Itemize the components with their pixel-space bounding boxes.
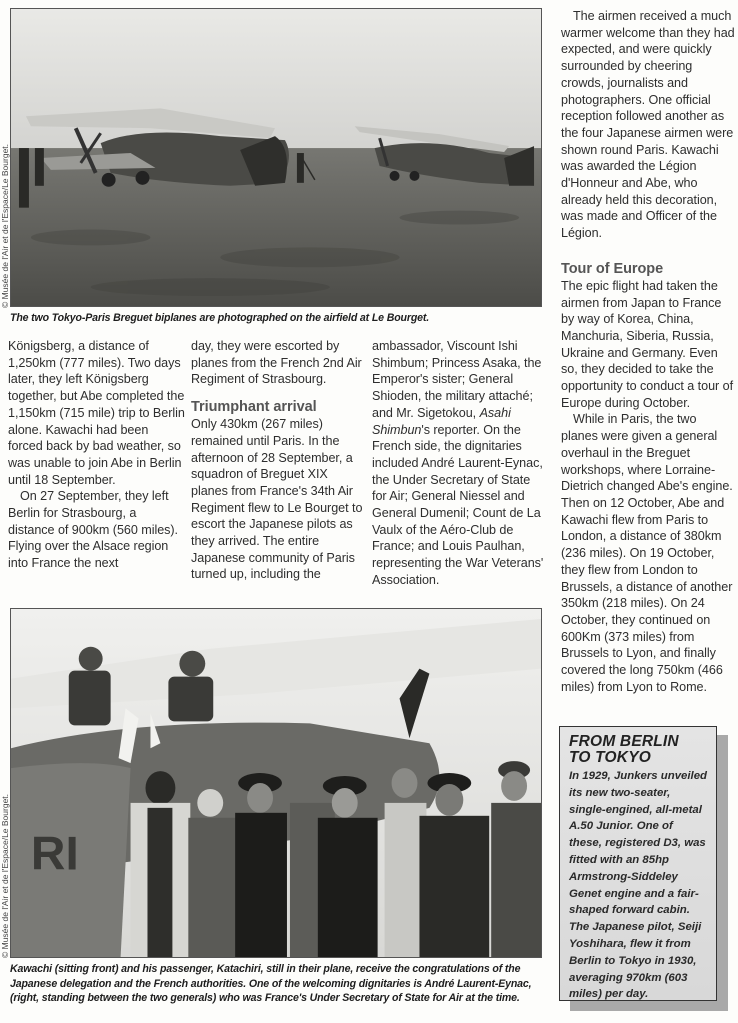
fuselage-lettering: RI [30,827,79,881]
paragraph: day, they were escorted by planes from the French 2nd Air Regiment of Strasbourg. [191,339,362,387]
sidebar-title [569,734,708,766]
photo-welcome-delegation [10,608,542,958]
photo-caption: The two Tokyo-Paris Breguet biplanes are photographed on the airfield at Le Bourget. [10,312,430,324]
paragraph: On 27 September, they left Berlin for Strasbourg, a distance of 900km (560 miles). Flying over the Alsace region into France the next [8,489,178,571]
paragraph: Königsberg, a distance of 1,250km (777 miles). Two days later, they left Königsberg together, but Abe completed the 1,150km (715 mile) trip to Berlin alone. Kawachi had been forced back by bad weather, so was unable to join Abe in Berlin until 18 September. [8,339,185,487]
paragraph [372,338,548,589]
biplanes-photo-image [11,9,541,306]
paragraph: The airmen received a much warmer welcome than they had expected, and were quickly surrounded by cheering crowds, journalists and photographers. One official reception followed another as the four Japanese airmen were shown round Paris. Kawachi was awarded the Légion d'Honneur and Abe, who already held this decoration, was made and Officer of the Légion. [561,9,735,241]
delegation-photo-image [11,609,541,957]
photo-caption: Kawachi (sitting front) and his passenger, Katachiri, still in their plane, receive the congratulations of the Japanese delegation and the French authorities. One of the welcoming dignitaries is André Laurent-Eynac, (right, standing between the two generals) who was France's Under Secretary of State for Air at the time. [10,963,532,1004]
article-column-1 [8,338,186,572]
paragraph: The epic flight had taken the airmen from Japan to France by way of Korea, China, Manchuria, Siberia, Russia, Ukraine and Germany. Even so, they decided to take the opportunity to conduct a tour of Europe during October. [561,278,734,410]
photo-biplanes-le-bourget [10,8,542,307]
photo-credit: © Musée de l'Air et de l'Espace/Le Bourget. [0,143,10,308]
section-heading: Triumphant arrival [191,399,317,416]
publication-name: Asahi Shimbun [372,405,511,437]
article-column-3 [372,338,548,589]
text-run: 's reporter. On the French side, the dignitaries included André Laurent-Eynac, the Under Secretary of State for Air; General Niessel and General Dumenil; Count de La Vaulx of the Aéro-Club de France; and Louis Paulhan, representing the War Veterans' Association. [372,422,544,587]
photo-credit: © Musée de l'Air et de l'Espace/Le Bourget. [0,793,10,958]
sidebar-body: In 1929, Junkers unveiled its new two-seater, single-engined, all-metal A.50 Junior. One of these, registered D3, was fitted with an 85hp Armstrong-Siddeley Genet engine and a fair-shaped forward cabin. The Japanese pilot, Seiji Yoshihara, flew it from Berlin to Tokyo in 1930, averaging 970km (603 miles) per day. [569,770,708,1001]
sidebar-box-from-berlin-to-tokyo [559,726,717,1001]
paragraph: Only 430km (267 miles) remained until Paris. In the afternoon of 28 September, a squadron of Breguet XIX planes from France's 34th Air Regiment flew to Le Bourget to escort the Japanese pilots as they arrived. The entire Japanese community of Paris turned up, including the [191,417,363,582]
sidebar-title-line1: FROM BERLIN [569,733,679,750]
article-column-2 [191,338,367,583]
text-run: ambassador, Viscount Ishi Shimbum; Princess Asaka, the Emperor's sister; General Shioden, the military attaché; and Mr. Sigetokou, [372,339,542,420]
sidebar-title-line2: TO TOKYO [569,749,651,766]
section-heading: Tour of Europe [561,260,664,277]
article-column-4 [561,8,735,695]
paragraph: While in Paris, the two planes were given a general overhaul in the Breguet workshops, where Lorraine-Dietrich changed Abe's engine. Then on 12 October, Abe and Kawachi flew from Paris to London, a distance of 380km (236 miles). On 19 October, they flew from London to Brussels, a distance of another 350km (218 miles). On 24 October, they continued on 600Km (373 miles) from Brussels to Lyon, and finally covered the long 750km (466 miles) from Lyon to Rome. [561,412,733,694]
